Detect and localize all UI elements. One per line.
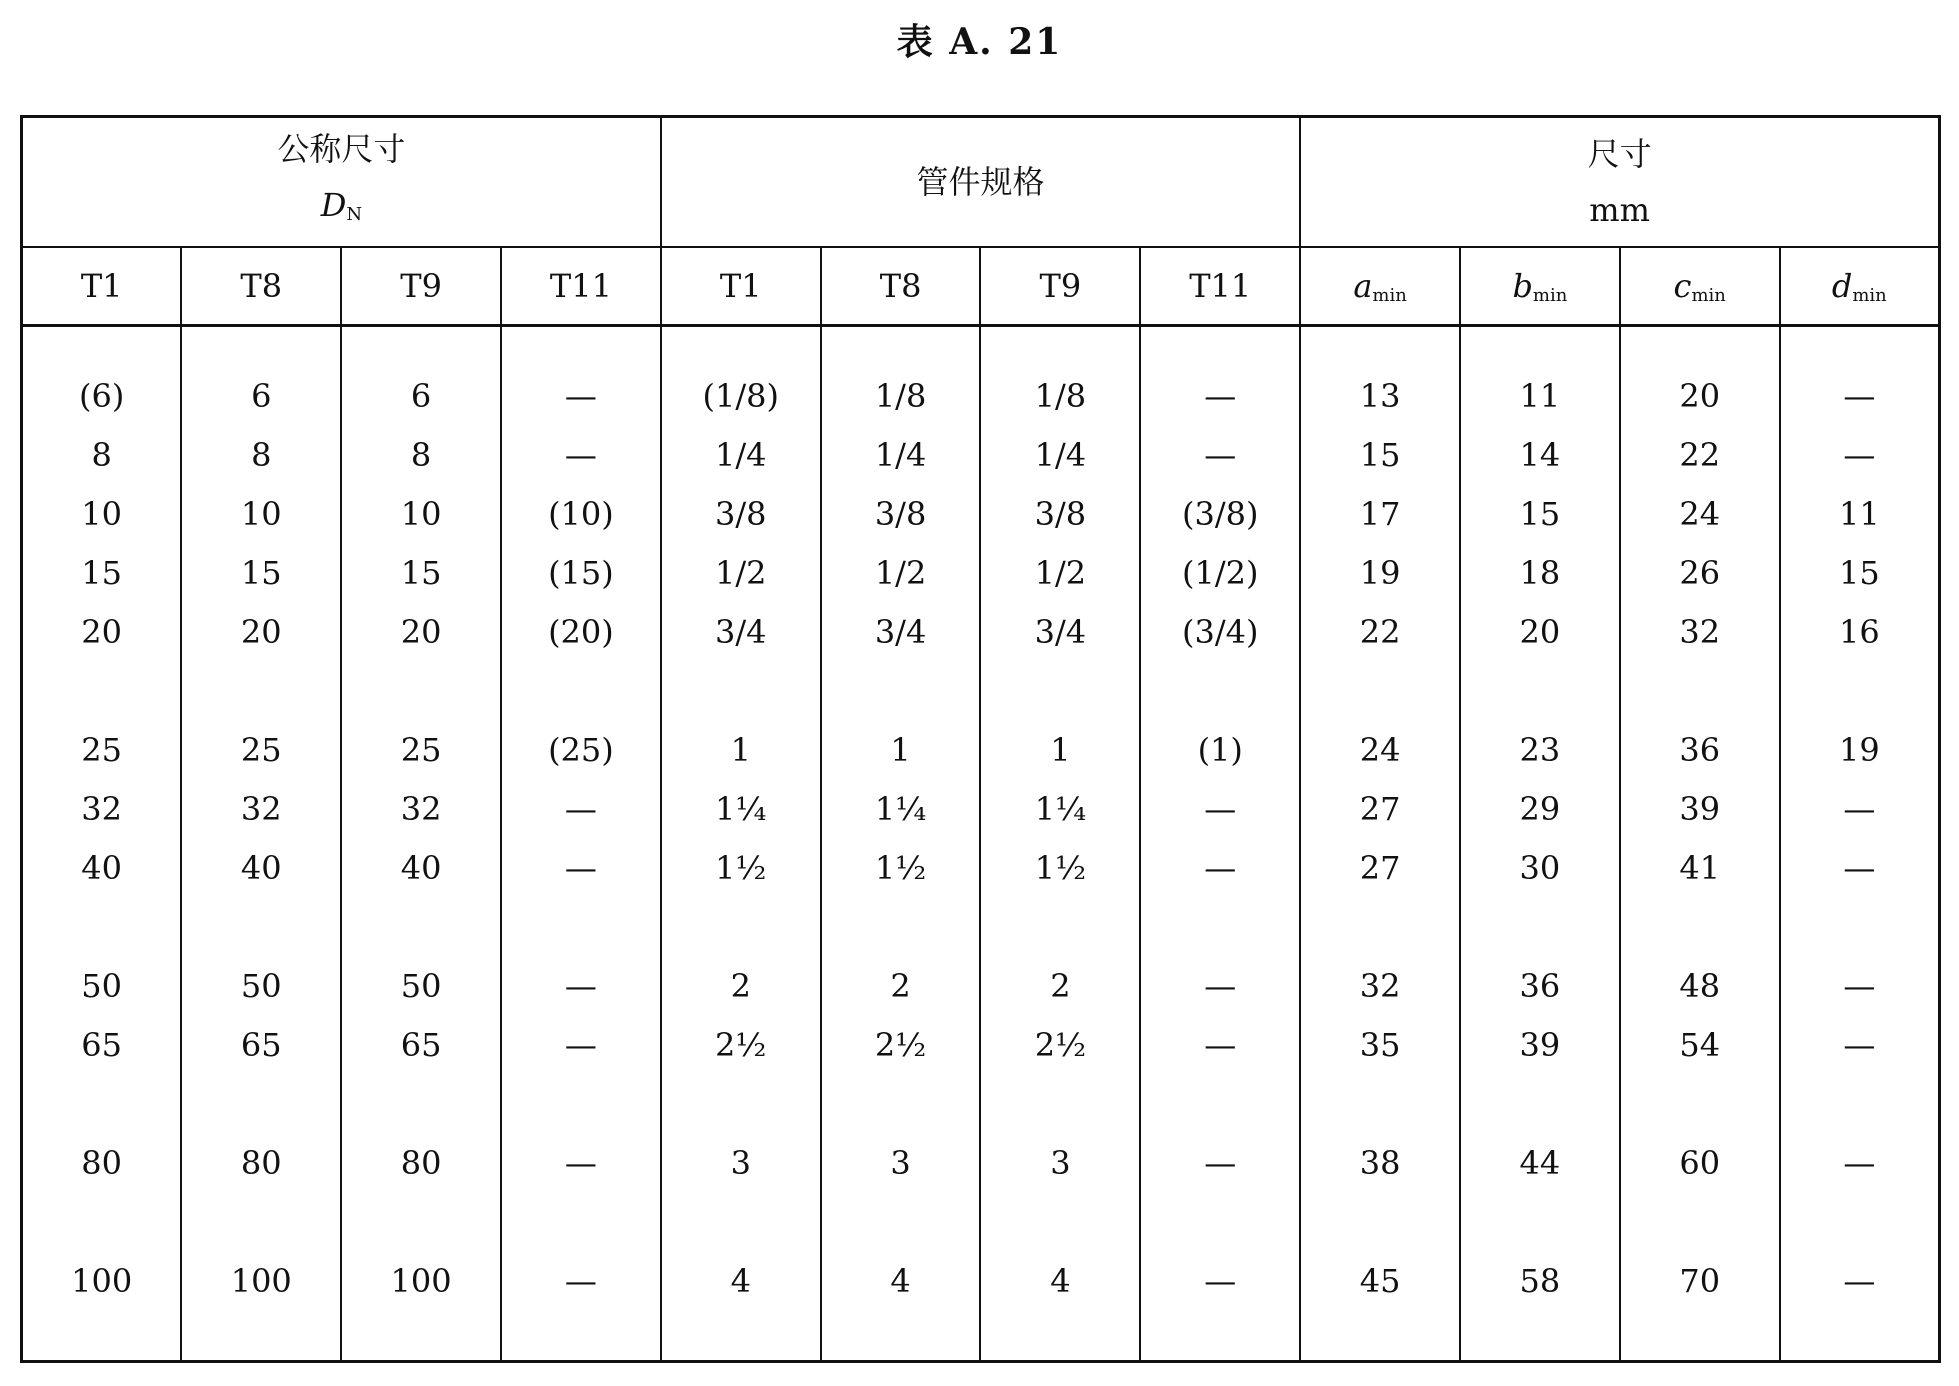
column-header: $d_{min}$ bbox=[1780, 247, 1940, 326]
header-fitting-spec bbox=[661, 117, 1300, 248]
column-header: T11 bbox=[501, 247, 661, 326]
table-cell: 3/4 bbox=[661, 603, 821, 662]
table-cell: 2 bbox=[980, 957, 1140, 1016]
table-cell: 50 bbox=[341, 957, 501, 1016]
table-cell: 6 bbox=[341, 367, 501, 426]
table-cell: 32 bbox=[1620, 603, 1780, 662]
table-cell: 32 bbox=[1300, 957, 1460, 1016]
table-row bbox=[22, 1252, 1940, 1311]
table-cell: 3/8 bbox=[980, 485, 1140, 544]
table-cell: 6 bbox=[181, 367, 341, 426]
column-header: T8 bbox=[821, 247, 981, 326]
table-cell: 10 bbox=[181, 485, 341, 544]
table-cell: 20 bbox=[181, 603, 341, 662]
table-cell: 30 bbox=[1460, 839, 1620, 898]
nominal-size-label: 公称尺寸 bbox=[277, 130, 406, 168]
table-cell: 36 bbox=[1460, 957, 1620, 1016]
table-cell: — bbox=[501, 1134, 661, 1193]
table-cell: 1/4 bbox=[821, 426, 981, 485]
table-cell: 100 bbox=[22, 1252, 182, 1311]
table-cell: 65 bbox=[181, 1016, 341, 1075]
table-cell: 35 bbox=[1300, 1016, 1460, 1075]
table-cell: — bbox=[1780, 1016, 1940, 1075]
table-row bbox=[22, 780, 1940, 839]
nominal-size-symbol: $D_N$ bbox=[320, 186, 363, 225]
table-cell: (25) bbox=[501, 721, 661, 780]
table-cell: 36 bbox=[1620, 721, 1780, 780]
table-cell: 1/8 bbox=[980, 367, 1140, 426]
table-cell: — bbox=[1140, 957, 1300, 1016]
table-cell: 20 bbox=[1460, 603, 1620, 662]
table-cell: 22 bbox=[1300, 603, 1460, 662]
table-cell: 1½ bbox=[980, 839, 1140, 898]
table-cell: 3/4 bbox=[821, 603, 981, 662]
table-cell: 15 bbox=[1460, 485, 1620, 544]
table-cell: — bbox=[1780, 426, 1940, 485]
spacer-row bbox=[22, 898, 1940, 957]
table-cell: 3 bbox=[980, 1134, 1140, 1193]
table-cell: 1¼ bbox=[980, 780, 1140, 839]
table-title: 表 A. 21 bbox=[896, 21, 1063, 63]
table-cell: (1/2) bbox=[1140, 544, 1300, 603]
table-cell: 20 bbox=[22, 603, 182, 662]
table-cell: 40 bbox=[22, 839, 182, 898]
table-cell: 3/8 bbox=[661, 485, 821, 544]
table-cell: 45 bbox=[1300, 1252, 1460, 1311]
table-cell: — bbox=[1780, 957, 1940, 1016]
table-cell: 25 bbox=[181, 721, 341, 780]
table-cell: — bbox=[501, 1016, 661, 1075]
spacer-row bbox=[22, 1311, 1940, 1362]
column-header: T1 bbox=[661, 247, 821, 326]
table-cell: 1/4 bbox=[980, 426, 1140, 485]
table-body bbox=[22, 326, 1940, 1362]
table-cell: 80 bbox=[181, 1134, 341, 1193]
dimensions-unit: mm bbox=[1589, 191, 1650, 229]
table-cell: — bbox=[1140, 839, 1300, 898]
table-cell: 18 bbox=[1460, 544, 1620, 603]
table-cell: 10 bbox=[341, 485, 501, 544]
table-cell: 38 bbox=[1300, 1134, 1460, 1193]
table-cell: 54 bbox=[1620, 1016, 1780, 1075]
table-cell: 3/8 bbox=[821, 485, 981, 544]
table-cell: — bbox=[1140, 426, 1300, 485]
table-cell: 1 bbox=[821, 721, 981, 780]
table-cell: 1 bbox=[661, 721, 821, 780]
table-cell: 11 bbox=[1780, 485, 1940, 544]
table-cell: 22 bbox=[1620, 426, 1780, 485]
table-cell: 32 bbox=[181, 780, 341, 839]
table-row bbox=[22, 426, 1940, 485]
table-cell: 65 bbox=[22, 1016, 182, 1075]
header-dimensions bbox=[1300, 117, 1939, 248]
table-cell: 27 bbox=[1300, 780, 1460, 839]
table-cell: 41 bbox=[1620, 839, 1780, 898]
spacer-row bbox=[22, 1075, 1940, 1134]
table-cell: 39 bbox=[1620, 780, 1780, 839]
table-cell: 1½ bbox=[661, 839, 821, 898]
table-cell: 3/4 bbox=[980, 603, 1140, 662]
table-cell: 17 bbox=[1300, 485, 1460, 544]
table-row bbox=[22, 1134, 1940, 1193]
table-cell: 23 bbox=[1460, 721, 1620, 780]
table-cell: 26 bbox=[1620, 544, 1780, 603]
table-cell: 10 bbox=[22, 485, 182, 544]
table-cell: 15 bbox=[181, 544, 341, 603]
dimension-table bbox=[20, 115, 1941, 1363]
spacer-row bbox=[22, 1193, 1940, 1252]
column-header: $a_{min}$ bbox=[1300, 247, 1460, 326]
table-row bbox=[22, 544, 1940, 603]
table-cell: 58 bbox=[1460, 1252, 1620, 1311]
table-cell: (10) bbox=[501, 485, 661, 544]
table-cell: (3/8) bbox=[1140, 485, 1300, 544]
table-cell: 1/8 bbox=[821, 367, 981, 426]
table-cell: — bbox=[501, 839, 661, 898]
table-cell: 2 bbox=[661, 957, 821, 1016]
table-cell: — bbox=[501, 957, 661, 1016]
table-cell: — bbox=[501, 1252, 661, 1311]
table-cell: — bbox=[501, 367, 661, 426]
table-cell: 3 bbox=[661, 1134, 821, 1193]
table-cell: 32 bbox=[341, 780, 501, 839]
table-cell: — bbox=[1780, 780, 1940, 839]
table-cell: (3/4) bbox=[1140, 603, 1300, 662]
table-cell: — bbox=[1140, 1016, 1300, 1075]
table-cell: 1¼ bbox=[661, 780, 821, 839]
table-cell: 24 bbox=[1300, 721, 1460, 780]
table-cell: 70 bbox=[1620, 1252, 1780, 1311]
table-cell: 20 bbox=[1620, 367, 1780, 426]
column-header: $c_{min}$ bbox=[1620, 247, 1780, 326]
table-cell: 100 bbox=[341, 1252, 501, 1311]
table-cell: 3 bbox=[821, 1134, 981, 1193]
table-cell: (6) bbox=[22, 367, 182, 426]
column-header: T11 bbox=[1140, 247, 1300, 326]
table-cell: 4 bbox=[661, 1252, 821, 1311]
table-cell: 27 bbox=[1300, 839, 1460, 898]
table-cell: 1/2 bbox=[821, 544, 981, 603]
table-cell: 2 bbox=[821, 957, 981, 1016]
table-cell: — bbox=[1780, 839, 1940, 898]
table-cell: — bbox=[1780, 1252, 1940, 1311]
table-cell: 15 bbox=[341, 544, 501, 603]
table-cell: 15 bbox=[22, 544, 182, 603]
table-cell: 8 bbox=[22, 426, 182, 485]
table-cell: 15 bbox=[1300, 426, 1460, 485]
table-cell: 2½ bbox=[821, 1016, 981, 1075]
table-cell: — bbox=[1140, 780, 1300, 839]
table-row bbox=[22, 485, 1940, 544]
spacer-row bbox=[22, 662, 1940, 721]
table-row bbox=[22, 603, 1940, 662]
table-cell: 4 bbox=[821, 1252, 981, 1311]
table-cell: 4 bbox=[980, 1252, 1140, 1311]
table-cell: 40 bbox=[181, 839, 341, 898]
table-cell: 80 bbox=[22, 1134, 182, 1193]
header-nominal-size bbox=[22, 117, 661, 248]
table-cell: 16 bbox=[1780, 603, 1940, 662]
table-cell: 19 bbox=[1300, 544, 1460, 603]
table-cell: (20) bbox=[501, 603, 661, 662]
column-header: $b_{min}$ bbox=[1460, 247, 1620, 326]
table-cell: 20 bbox=[341, 603, 501, 662]
subheader-row bbox=[22, 247, 1940, 326]
table-cell: — bbox=[1780, 1134, 1940, 1193]
table-cell: 15 bbox=[1780, 544, 1940, 603]
fitting-spec-label: 管件规格 bbox=[916, 163, 1045, 201]
table-cell: 14 bbox=[1460, 426, 1620, 485]
table-row bbox=[22, 839, 1940, 898]
table-row bbox=[22, 721, 1940, 780]
table-row bbox=[22, 367, 1940, 426]
table-cell: — bbox=[1140, 1134, 1300, 1193]
table-cell: 80 bbox=[341, 1134, 501, 1193]
table-cell: 60 bbox=[1620, 1134, 1780, 1193]
column-header: T8 bbox=[181, 247, 341, 326]
table-cell: 29 bbox=[1460, 780, 1620, 839]
table-cell: 24 bbox=[1620, 485, 1780, 544]
table-row bbox=[22, 957, 1940, 1016]
table-cell: 48 bbox=[1620, 957, 1780, 1016]
table-cell: 13 bbox=[1300, 367, 1460, 426]
table-cell: 50 bbox=[181, 957, 341, 1016]
table-cell: 19 bbox=[1780, 721, 1940, 780]
dimensions-label: 尺寸 bbox=[1587, 135, 1652, 173]
table-cell: 2½ bbox=[661, 1016, 821, 1075]
table-cell: 1/2 bbox=[661, 544, 821, 603]
table-cell: — bbox=[501, 426, 661, 485]
table-cell: 40 bbox=[341, 839, 501, 898]
column-header: T1 bbox=[22, 247, 182, 326]
table-cell: 8 bbox=[341, 426, 501, 485]
column-header: T9 bbox=[980, 247, 1140, 326]
table-cell: 50 bbox=[22, 957, 182, 1016]
table-cell: 1/2 bbox=[980, 544, 1140, 603]
table-cell: (15) bbox=[501, 544, 661, 603]
table-cell: 1¼ bbox=[821, 780, 981, 839]
table-cell: — bbox=[1780, 367, 1940, 426]
table-cell: 32 bbox=[22, 780, 182, 839]
spacer-row bbox=[22, 326, 1940, 368]
table-cell: 44 bbox=[1460, 1134, 1620, 1193]
table-cell: 1/4 bbox=[661, 426, 821, 485]
table-cell: — bbox=[501, 780, 661, 839]
table-cell: 1 bbox=[980, 721, 1140, 780]
table-cell: (1) bbox=[1140, 721, 1300, 780]
table-cell: — bbox=[1140, 367, 1300, 426]
table-cell: 11 bbox=[1460, 367, 1620, 426]
table-cell: (1/8) bbox=[661, 367, 821, 426]
table-cell: 65 bbox=[341, 1016, 501, 1075]
table-cell: 2½ bbox=[980, 1016, 1140, 1075]
table-cell: 8 bbox=[181, 426, 341, 485]
table-cell: 25 bbox=[22, 721, 182, 780]
column-header: T9 bbox=[341, 247, 501, 326]
table-cell: — bbox=[1140, 1252, 1300, 1311]
table-cell: 100 bbox=[181, 1252, 341, 1311]
table-cell: 39 bbox=[1460, 1016, 1620, 1075]
table-row bbox=[22, 1016, 1940, 1075]
table-cell: 25 bbox=[341, 721, 501, 780]
table-cell: 1½ bbox=[821, 839, 981, 898]
